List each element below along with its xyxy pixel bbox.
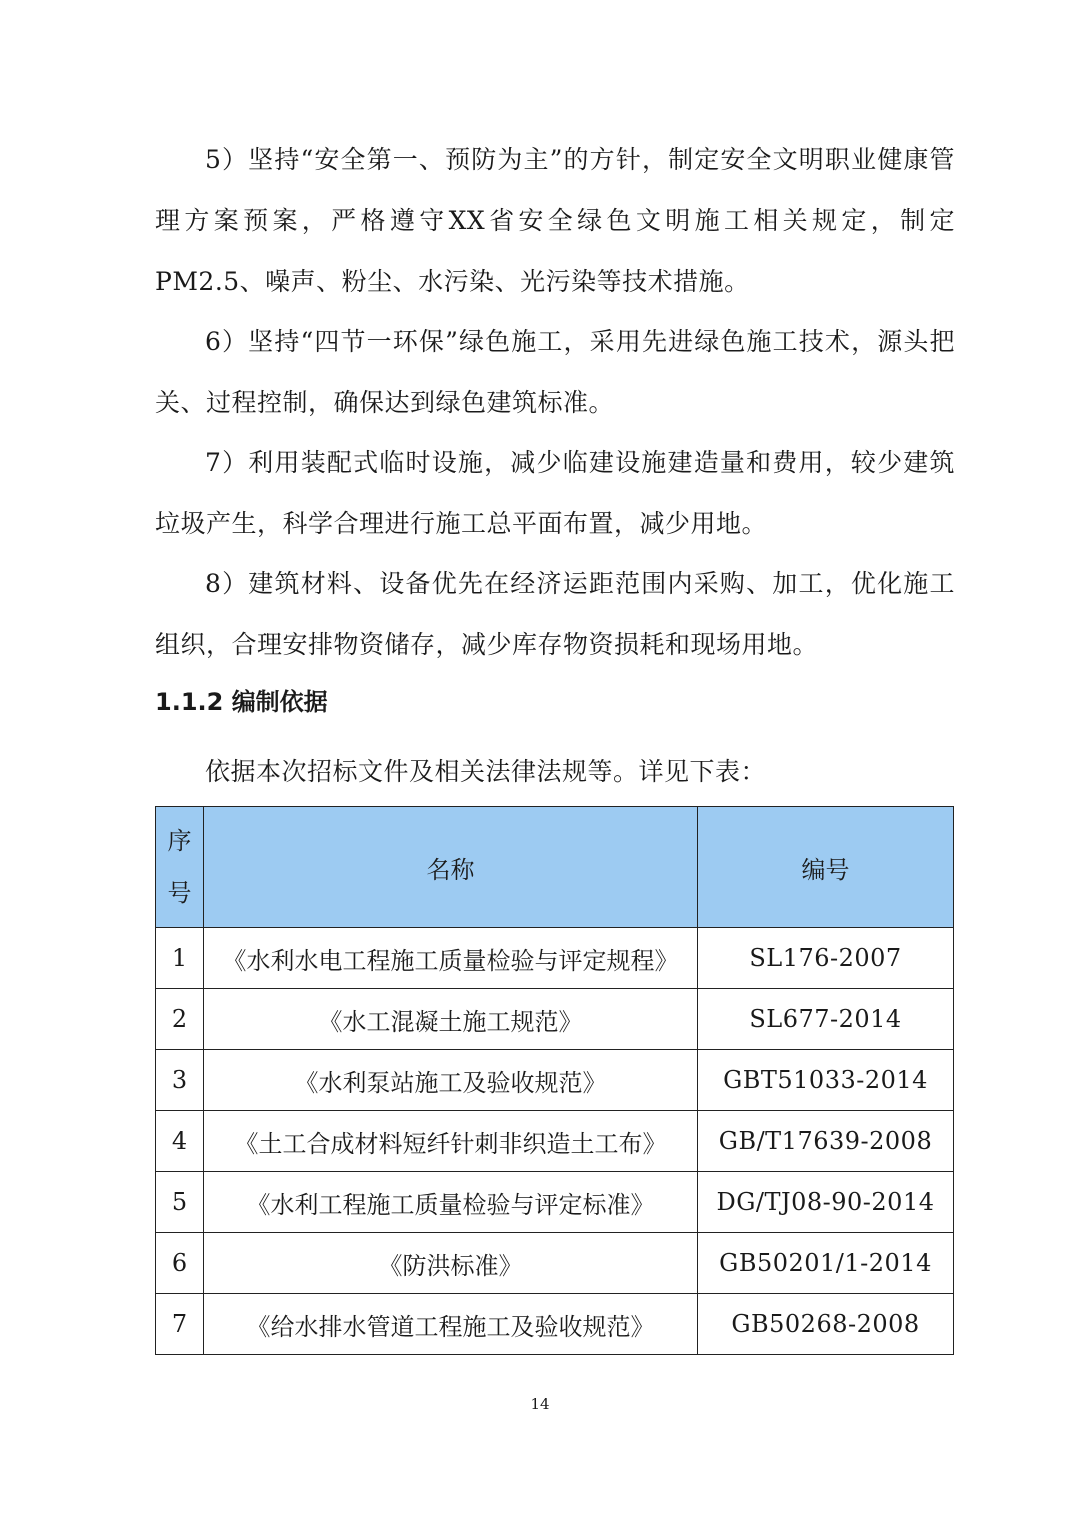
row-name: 《防洪标准》 — [204, 1233, 698, 1294]
row-code: SL176-2007 — [698, 928, 954, 989]
row-index: 4 — [156, 1111, 204, 1172]
row-name: 《水工混凝土施工规范》 — [204, 989, 698, 1050]
table-row — [156, 1050, 954, 1111]
row-name: 《水利泵站施工及验收规范》 — [204, 1050, 698, 1111]
row-index: 6 — [156, 1233, 204, 1294]
row-index: 2 — [156, 989, 204, 1050]
row-name: 《给水排水管道工程施工及验收规范》 — [204, 1294, 698, 1355]
row-index: 5 — [156, 1172, 204, 1233]
row-code: SL677-2014 — [698, 989, 954, 1050]
table-row — [156, 1111, 954, 1172]
row-index: 3 — [156, 1050, 204, 1111]
section-intro: 依据本次招标文件及相关法律法规等。详见下表： — [205, 757, 767, 786]
table-row — [156, 1172, 954, 1233]
paragraph-5: 5）坚持“安全第一、预防为主”的方针，制定安全文明职业健康管理方案预案，严格遵守XX省安全绿色文明施工相关规定，制定PM2.5、噪声、粉尘、水污染、光污染等技术措施。 — [155, 145, 955, 296]
row-index: 1 — [156, 928, 204, 989]
header-index: 序号 — [156, 807, 204, 928]
row-name: 《土工合成材料短纤针刺非织造土工布》 — [204, 1111, 698, 1172]
paragraph-8: 8）建筑材料、设备优先在经济运距范围内采购、加工，优化施工组织，合理安排物资储存，减少库存物资损耗和现场用地。 — [155, 569, 955, 659]
section-heading: 1.1.2 编制依据 — [155, 688, 328, 716]
row-code: GB50201/1-2014 — [698, 1233, 954, 1294]
row-index: 7 — [156, 1294, 204, 1355]
reference-table — [155, 806, 954, 1355]
header-name: 名称 — [204, 807, 698, 928]
table-header-row — [156, 807, 954, 928]
table-row — [156, 928, 954, 989]
table-row — [156, 989, 954, 1050]
row-name: 《水利工程施工质量检验与评定标准》 — [204, 1172, 698, 1233]
row-code: DG/TJ08-90-2014 — [698, 1172, 954, 1233]
row-code: GB50268-2008 — [698, 1294, 954, 1355]
row-code: GBT51033-2014 — [698, 1050, 954, 1111]
header-code: 编号 — [698, 807, 954, 928]
paragraph-6: 6）坚持“四节一环保”绿色施工，采用先进绿色施工技术，源头把关、过程控制，确保达到绿色建筑标准。 — [155, 327, 955, 417]
table-row — [156, 1294, 954, 1355]
row-code: GB/T17639-2008 — [698, 1111, 954, 1172]
paragraph-7: 7）利用装配式临时设施，减少临建设施建造量和费用，较少建筑垃圾产生，科学合理进行施工总平面布置，减少用地。 — [155, 448, 955, 538]
row-name: 《水利水电工程施工质量检验与评定规程》 — [204, 928, 698, 989]
page-number: 14 — [530, 1395, 550, 1413]
table-row — [156, 1233, 954, 1294]
